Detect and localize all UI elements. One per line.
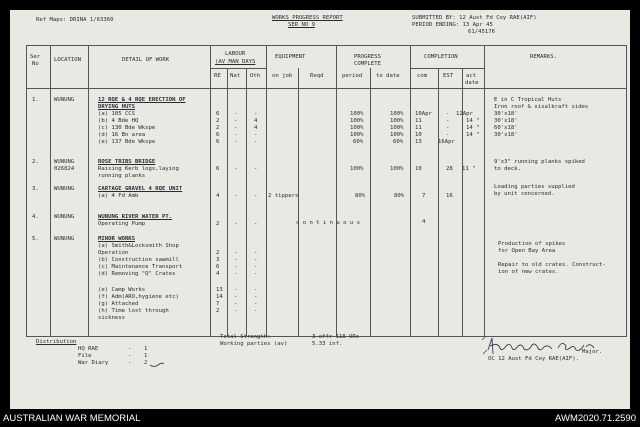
remark: Loading parties supplied	[494, 184, 575, 190]
labour-re: 6	[216, 132, 220, 138]
col-rule	[336, 45, 337, 337]
completion-act: 14 "	[466, 132, 480, 138]
col-rule	[227, 68, 228, 337]
completion-com: 11	[415, 125, 422, 131]
completion-act: 14 "	[466, 118, 480, 124]
distribution-item: HQ RAE	[78, 346, 99, 352]
work-detail: (h) Time lost through	[98, 308, 169, 314]
work-detail: (e) Camp Works	[98, 287, 146, 293]
serial-number: SER NO 9	[288, 22, 315, 28]
work-detail: (e) 137 Bde Wkspe	[98, 139, 156, 145]
work-title: ROSE TRIBS BRIDGE	[98, 159, 156, 165]
signatory-rank: Major.	[582, 349, 603, 355]
distribution-dash: -	[128, 346, 132, 352]
col-rule	[484, 45, 485, 337]
work-detail: sickness	[98, 315, 125, 321]
completion-est: 28	[446, 166, 453, 172]
equipment-on-job: 2 tippers	[268, 193, 299, 199]
labour-nat: -	[234, 118, 238, 124]
labour-re: 2	[216, 118, 220, 124]
completion-est: 16	[446, 193, 453, 199]
labour-re: 6	[216, 111, 220, 117]
col-rule	[266, 45, 267, 337]
labour-oth: -	[254, 193, 258, 199]
col-equipment: EQUIPMENT	[275, 54, 306, 60]
work-detail: (b) Construction sawmill	[98, 257, 179, 263]
work-title: 12 RQE & 4 RQE ERECTION OF	[98, 97, 186, 103]
progress-period: 100%	[350, 111, 364, 117]
labour-re: 3	[216, 257, 220, 263]
labour-oth: -	[254, 271, 258, 277]
labour-nat: -	[234, 264, 238, 270]
total-strength-value: 3 offr 118 ORs	[312, 334, 360, 340]
col-progress: PROGRESS	[354, 54, 381, 60]
work-detail: (a) Smith&Locksmith Shop	[98, 243, 179, 249]
work-detail: Raising Kerb logs,laying	[98, 166, 179, 172]
row-ser: 1.	[32, 97, 39, 103]
row-location: WUNUNG	[54, 186, 75, 192]
col-to-date: to date	[376, 73, 400, 79]
completion-com: 7	[422, 193, 426, 199]
labour-nat: -	[234, 294, 238, 300]
completion-act: 14 "	[466, 125, 480, 131]
signatory-unit: OC 12 Aust Fd Coy RAE(AIF).	[488, 356, 579, 362]
completion-est: -	[446, 132, 450, 138]
labour-re: 4	[216, 193, 220, 199]
remark: Production of spikes	[498, 241, 566, 247]
row-grid-ref: 026824	[54, 166, 75, 172]
distribution-title: Distribution	[36, 339, 77, 345]
row-ser: 3.	[32, 186, 39, 192]
col-reqd: Reqd	[310, 73, 324, 79]
col-completion: COMPLETION	[424, 54, 458, 60]
col-re: RE	[214, 73, 221, 79]
row-location: WUNUNG	[54, 214, 75, 220]
completion-com: 13	[415, 139, 422, 145]
col-rule	[88, 45, 89, 337]
col-act: act	[466, 73, 477, 79]
working-parties-label: Working parties (av)	[220, 341, 288, 347]
completion-com: 4	[422, 219, 426, 225]
col-est: EST	[443, 73, 454, 79]
remark: for Open Bay Area	[498, 248, 556, 254]
col-remarks: REMARKS.	[530, 54, 557, 60]
labour-oth: -	[254, 139, 258, 145]
footer-institution: AUSTRALIAN WAR MEMORIAL	[3, 413, 141, 424]
work-detail: (c) Maintenance Transport	[98, 264, 183, 270]
col-oth: Oth	[250, 73, 261, 79]
work-detail: (c) 130 Bde Wkspe	[98, 125, 156, 131]
labour-oth: -	[254, 166, 258, 172]
distribution-qty: 1	[144, 346, 148, 352]
table-top-rule	[26, 45, 626, 46]
col-period: period	[342, 73, 363, 79]
completion-com: 10	[415, 132, 422, 138]
col-labour-sub: (AV MAN DAYS	[215, 59, 256, 65]
labour-oth: -	[254, 257, 258, 263]
completion-sub-rule	[410, 68, 484, 69]
labour-oth: -	[254, 132, 258, 138]
remark: 60'x18'	[494, 125, 518, 131]
col-on-job: on job	[272, 73, 293, 79]
labour-oth: -	[254, 221, 258, 227]
col-rule	[462, 68, 463, 337]
col-nat: Nat	[230, 73, 241, 79]
labour-re: 6	[216, 139, 220, 145]
distribution-item: File	[78, 353, 92, 359]
labour-nat: -	[234, 250, 238, 256]
progress-period: 100%	[350, 166, 364, 172]
distribution-item: War Diary	[78, 360, 109, 366]
distribution-dash: -	[128, 353, 132, 359]
col-location: LOCATION	[54, 57, 81, 63]
labour-re: 6	[216, 166, 220, 172]
progress-period: 100%	[350, 132, 364, 138]
distribution-qty: 1	[144, 353, 148, 359]
distribution-dash: -	[128, 360, 132, 366]
total-strength-label: Total Strength:	[220, 334, 271, 340]
labour-re: 2	[216, 308, 220, 314]
row-location: WUNUNG	[54, 159, 75, 165]
remark: Repair to old crates. Construct-	[498, 262, 606, 268]
col-rule	[626, 45, 627, 337]
col-date: date	[465, 80, 479, 86]
remark: to deck.	[494, 166, 521, 172]
col-no: No	[32, 61, 39, 67]
work-detail: running planks	[98, 173, 146, 179]
work-detail: (b) 4 Bde HQ	[98, 118, 139, 124]
col-rule	[26, 45, 27, 337]
progress-to-date: 100%	[390, 166, 404, 172]
labour-oth: 4	[254, 118, 258, 124]
col-rule	[410, 45, 411, 337]
labour-oth: -	[254, 111, 258, 117]
labour-oth: -	[254, 287, 258, 293]
labour-nat: -	[234, 111, 238, 117]
work-title: MINOR WORKS	[98, 236, 136, 242]
completion-com: 11	[415, 118, 422, 124]
report-title: WORKS PROGRESS REPORT	[272, 15, 343, 21]
work-detail: (f) Adm(ARO,hygiene etc)	[98, 294, 179, 300]
col-labour: LABOUR	[225, 51, 246, 57]
progress-to-date: 100%	[390, 125, 404, 131]
remark: E in C Tropical Huts	[494, 97, 562, 103]
labour-oth: -	[254, 308, 258, 314]
submitted-by: SUBMITTED BY: 12 Aust Fd Coy RAE(AIF)	[412, 15, 537, 21]
row-ser: 2.	[32, 159, 39, 165]
progress-period: 100%	[350, 125, 364, 131]
progress-period: 100%	[350, 118, 364, 124]
completion-est: -	[446, 111, 450, 117]
completion-est: 16Apr	[438, 139, 455, 145]
remark: 9'x3" running planks spiked	[494, 159, 585, 165]
footer-accession-number: AWM2020.71.2590	[555, 413, 636, 424]
progress-to-date: 100%	[390, 132, 404, 138]
work-title: DRYING HUTS	[98, 104, 136, 110]
distribution-qty: 2	[144, 360, 148, 366]
labour-nat: -	[234, 257, 238, 263]
col-rule	[298, 68, 299, 337]
progress-period: 80%	[355, 193, 366, 199]
row-location: WUNUNG	[54, 236, 75, 242]
working-parties-value: 5.33 inf.	[312, 341, 343, 347]
col-detail: DETAIL OF WORK	[122, 57, 170, 63]
work-detail: (a) 4 Fd Amb	[98, 193, 139, 199]
work-title: CARTAGE GRAVEL 4 RQE UNIT	[98, 186, 183, 192]
remark: ion of new crates.	[498, 269, 559, 275]
work-detail: (d) Removing "Q" Crates	[98, 271, 176, 277]
header-bottom-rule	[26, 88, 626, 89]
remark: Iron roof & sisalkraft sides	[494, 104, 589, 110]
col-rule	[370, 68, 371, 337]
completion-com: 10Apr	[415, 111, 432, 117]
col-ser: Ser	[30, 54, 41, 60]
work-title: WUNUNG RIVER WATER PT.	[98, 214, 173, 220]
work-detail: (g) Attached	[98, 301, 139, 307]
labour-oth: -	[254, 250, 258, 256]
work-detail: Operating Pump	[98, 221, 146, 227]
completion-com: 10	[415, 166, 422, 172]
work-detail: (a) 105 CCS	[98, 111, 136, 117]
row-location: WUNUNG	[54, 97, 75, 103]
col-complete: COMPLETE	[354, 61, 381, 67]
completion-act: 11 "	[462, 166, 476, 172]
progress-to-date: 60%	[393, 139, 404, 145]
labour-oth: 4	[254, 125, 258, 131]
labour-nat: -	[234, 125, 238, 131]
progress-period: 60%	[353, 139, 364, 145]
progress-to-date: 80%	[394, 193, 405, 199]
labour-nat: -	[234, 139, 238, 145]
labour-re: 2	[216, 221, 220, 227]
labour-nat: -	[234, 271, 238, 277]
row-ser: 4.	[32, 214, 39, 220]
labour-re: 14	[216, 294, 223, 300]
labour-re: 2	[216, 250, 220, 256]
labour-oth: -	[254, 301, 258, 307]
labour-nat: -	[234, 308, 238, 314]
labour-re: 4	[216, 271, 220, 277]
reference-code: 61/45176	[468, 29, 495, 35]
col-rule	[246, 68, 247, 337]
labour-re: 6	[216, 264, 220, 270]
period-ending: PERIOD ENDING: 13 Apr 45	[412, 22, 493, 28]
remark: 30'x18'	[494, 118, 518, 124]
labour-re: 7	[216, 301, 220, 307]
progress-to-date: 100%	[390, 118, 404, 124]
ref-maps: Ref Maps: DRINA 1/63360	[36, 17, 114, 23]
labour-nat: -	[234, 132, 238, 138]
remark: 30'x18'	[494, 132, 518, 138]
labour-nat: -	[234, 301, 238, 307]
labour-nat: -	[234, 221, 238, 227]
work-detail: Operation	[98, 250, 129, 256]
labour-oth: -	[254, 294, 258, 300]
col-rule	[210, 45, 211, 337]
labour-sub-rule	[210, 68, 266, 69]
labour-nat: -	[234, 193, 238, 199]
progress-to-date: 100%	[390, 111, 404, 117]
tick-mark	[149, 362, 165, 368]
work-detail: (d) 16 Bn area	[98, 132, 146, 138]
equipment-on-job: c o n t i n u o u s	[296, 220, 360, 226]
col-com: com	[417, 73, 428, 79]
labour-nat: -	[234, 287, 238, 293]
row-ser: 5.	[32, 236, 39, 242]
remark: 30'x18'	[494, 111, 518, 117]
labour-nat: -	[234, 166, 238, 172]
col-rule	[50, 45, 51, 337]
labour-re: 2	[216, 125, 220, 131]
completion-est: -	[446, 118, 450, 124]
labour-re: 13	[216, 287, 223, 293]
col-rule	[438, 68, 439, 337]
completion-act: 12Apr	[456, 111, 473, 117]
report-sheet	[10, 10, 630, 409]
labour-oth: -	[254, 264, 258, 270]
remark: by unit concerned.	[494, 191, 555, 197]
completion-est: -	[446, 125, 450, 131]
